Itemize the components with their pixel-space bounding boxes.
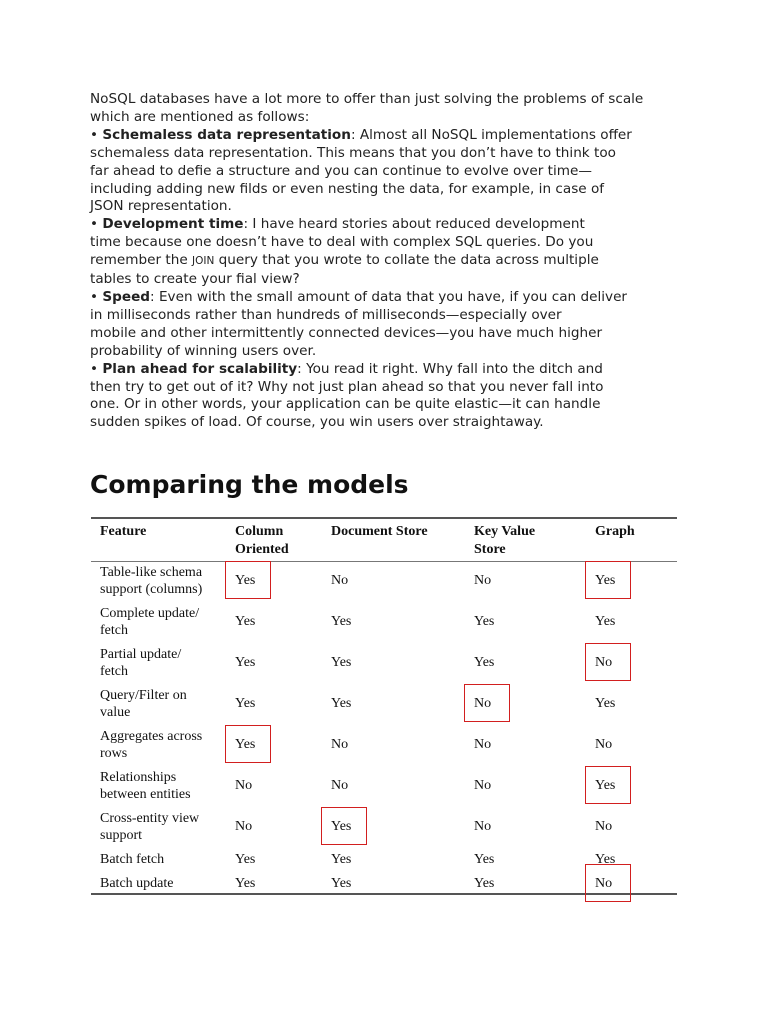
table-value-cell: No [595,819,613,834]
table-value-cell: Yes [331,819,352,834]
table-feature-cell: Aggregates across [100,729,203,744]
highlight-box [225,725,271,763]
bullet-item-schemaless [90,127,690,145]
bullet-text: : Even with the small amount of data that you have, if you can deliver [150,288,628,305]
table-header-cell: Column [235,524,284,539]
table-value-cell: Yes [235,573,256,588]
table-value-cell: No [474,696,492,711]
table-header-cell: Oriented [235,541,289,557]
table-feature-cell: Batch fetch [100,852,165,867]
bullet-text: : You read it right. Why fall into the ditch and [297,360,603,377]
bullet-text-line: mobile and other intermittently connected devices—you have much higher [90,324,603,341]
table-value-cell: Yes [235,696,256,711]
table-value-cell: Yes [235,876,256,891]
table-value-cell: No [595,737,613,752]
table-value-cell: No [235,778,253,793]
table-value-cell: No [331,573,349,588]
bullet-text-line: including adding new filds or even nesting the data, for example, in case of [90,180,605,197]
highlight-box [585,864,631,902]
table-feature-cell: Partial update/ [100,647,182,662]
bullet-text: : I have heard stories about reduced development [243,216,585,233]
table-header-cell: Document Store [331,524,428,539]
table-value-cell: Yes [331,696,352,711]
bullet-text-line: one. Or in other words, your application can be quite elastic—it can handle [90,396,601,413]
table-value-cell: No [474,819,492,834]
intro-text-block [90,91,690,432]
bullet-text-line: JSON representation. [90,198,232,215]
bullet-title: Schemaless data representation [102,126,351,143]
table-value-cell: Yes [235,852,256,867]
table-feature-cell: fetch [100,664,128,679]
table-header-cell: Store [474,541,506,557]
bullet-text-line: time because one doesn’t have to deal with complex SQL queries. Do you [90,234,594,251]
table-value-cell: Yes [235,655,256,670]
table-feature-cell: value [100,705,131,720]
table-value-cell: No [595,876,613,891]
highlight-box [585,643,631,681]
highlight-box [585,561,631,599]
section-heading: Comparing the models [90,470,409,499]
bullet-text-line: in milliseconds rather than hundreds of milliseconds—especially over [90,306,562,323]
table-value-cell: Yes [331,852,352,867]
bullet-text-line [90,252,690,271]
bullet-item-speed [90,289,690,307]
bullet-text-line: tables to create your fial view? [90,271,300,288]
table-value-cell: No [474,737,492,752]
table-top-rule [91,517,677,519]
table-feature-cell: rows [100,746,128,761]
table-value-cell: Yes [331,655,352,670]
bullet-marker: • [90,216,103,233]
highlight-box [585,766,631,804]
table-value-cell: Yes [235,614,256,629]
table-feature-cell: support (columns) [100,582,203,597]
table-value-cell: Yes [474,876,495,891]
bullet-item-scalability [90,361,690,379]
table-value-cell: Yes [331,614,352,629]
table-header-cell: Graph [595,524,635,539]
bullet-text: query that you wrote to collate the data across multiple [214,252,599,269]
code-join-keyword: JOIN [192,255,215,268]
table-feature-cell: Query/Filter on [100,688,187,703]
table-feature-cell: Complete update/ [100,606,200,621]
table-value-cell: Yes [474,655,495,670]
table-feature-cell: between entities [100,787,191,802]
intro-line: which are mentioned as follows: [90,108,310,125]
table-value-cell: Yes [595,852,616,867]
table-feature-cell: Table-like schema [100,565,203,580]
bullet-text-line: schemaless data representation. This means that you don’t have to think too [90,144,616,161]
highlight-box [225,561,271,599]
bullet-title: Plan ahead for scalability [102,360,298,377]
table-value-cell: No [595,655,613,670]
table-value-cell: No [331,778,349,793]
table-value-cell: Yes [474,852,495,867]
table-value-cell: Yes [331,876,352,891]
table-feature-cell: Batch update [100,876,174,891]
table-feature-cell: fetch [100,623,128,638]
table-value-cell: Yes [474,614,495,629]
table-feature-cell: support [100,828,142,843]
bullet-text: : Almost all NoSQL implementations offer [350,126,632,143]
table-feature-cell: Cross-entity view [100,811,200,826]
table-feature-cell: Relationships [100,770,177,785]
bullet-title: Speed [102,288,151,305]
table-value-cell: No [474,573,492,588]
bullet-item-development-time [90,216,690,234]
table-header-cell: Key Value [474,524,536,539]
highlight-box [464,684,510,722]
bullet-text-line: probability of winning users over. [90,342,317,359]
bullet-text-line: far ahead to defie a structure and you can continue to evolve over time— [90,162,592,179]
bullet-text-line: then try to get out of it? Why not just plan ahead so that you never fall into [90,378,604,395]
table-header-cell: Feature [100,524,147,539]
table-value-cell: Yes [595,778,616,793]
table-value-cell: No [235,819,253,834]
table-value-cell: Yes [235,737,256,752]
table-value-cell: Yes [595,573,616,588]
highlight-box [321,807,367,845]
table-value-cell: No [331,737,349,752]
comparison-table [91,516,677,896]
bullet-marker: • [90,288,103,305]
table-value-cell: No [474,778,492,793]
intro-line: NoSQL databases have a lot more to offer than just solving the problems of scale [90,91,644,107]
table-value-cell: Yes [595,614,616,629]
bullet-marker: • [90,360,103,377]
bullet-marker: • [90,126,103,143]
table-value-cell: Yes [595,696,616,711]
bullet-text: remember the [90,252,193,269]
bullet-text-line: sudden spikes of load. Of course, you win users over straightaway. [90,414,544,431]
bullet-title: Development time [102,216,244,233]
